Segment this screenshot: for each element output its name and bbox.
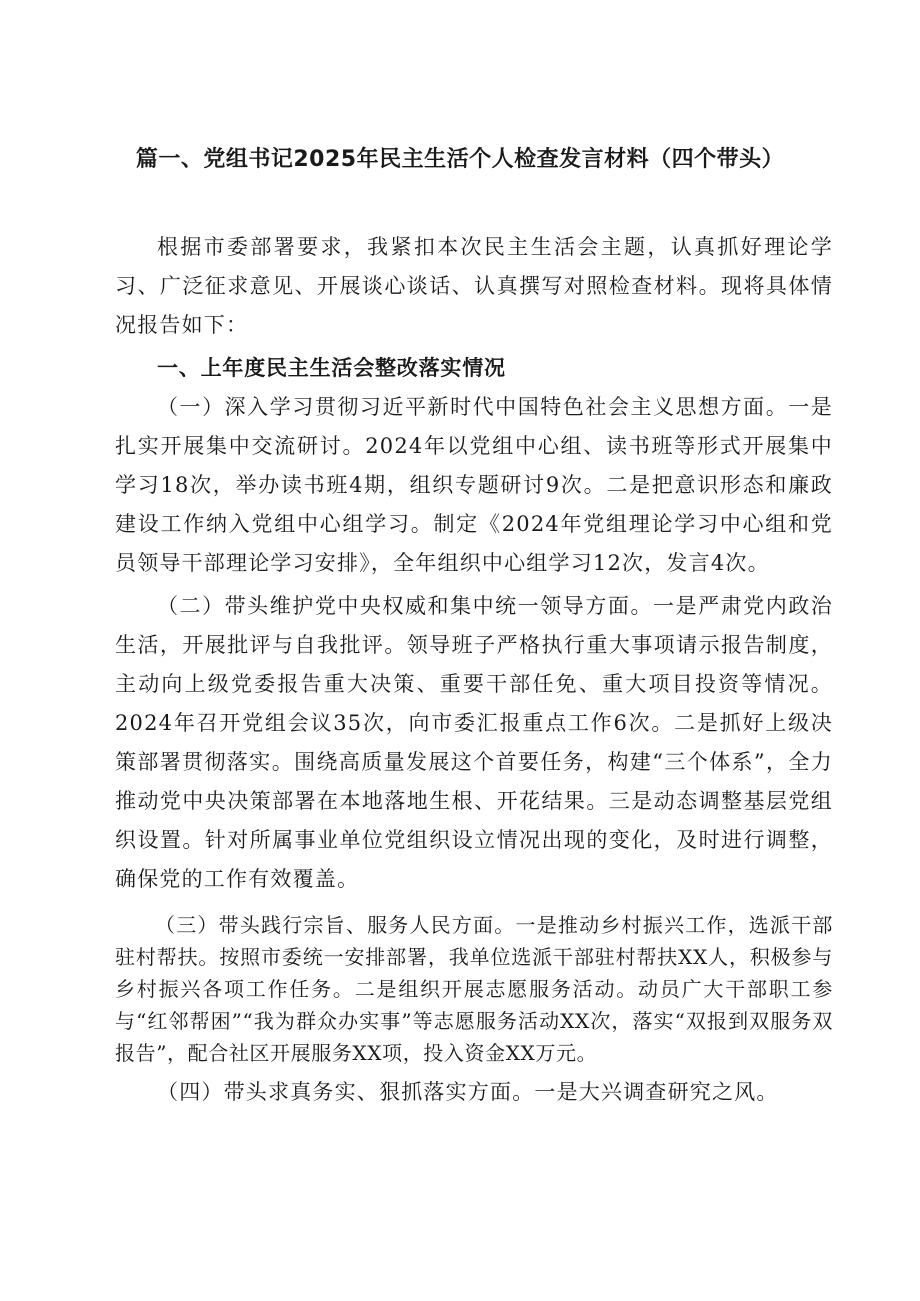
document-body [115,228,833,1112]
paragraph-1: （一）深入学习贯彻习近平新时代中国特色社会主义思想方面。一是扎实开展集中交流研讨。2024年以党组中心组、读书班等形式开展集中学习18次，举办读书班4期，组织专题研讨9次。二是把意识形态和廉政建设工作纳入党组中心组学习。制定《2024年党组理论学习中心组和党员领导干部理论学习安排》，全年组织中心组学习12次，发言4次。 [115,395,833,575]
section-heading: 一、上年度民主生活会整改落实情况 [157,356,506,380]
paragraph-2: （二）带头维护党中央权威和集中统一领导方面。一是严肃党内政治生活，开展批评与自我批评。领导班子严格执行重大事项请示报告制度，主动向上级党委报告重大决策、重要干部任免、重大项目投资等情况。2024年召开党组会议35次，向市委汇报重点工作6次。二是抓好上级决策部署贯彻落实。围绕高质量发展这个首要任务，构建“三个体系”，全力推动党中央决策部署在本地落地生根、开花结果。三是动态调整基层党组织设置。针对所属事业单位党组织设立情况出现的变化，及时进行调整，确保党的工作有效覆盖。 [115,594,833,891]
paragraph-3: （三）带头践行宗旨、服务人民方面。一是推动乡村振兴工作，选派干部驻村帮扶。按照市委统一安排部署，我单位选派干部驻村帮扶XX人，积极参与乡村振兴各项工作任务。二是组织开展志愿服务活动。动员广大干部职工参与“红邻帮困”“我为群众办实事”等志愿服务活动XX次，落实“双报到双服务双报告”，配合社区开展服务XX项，投入资金XX万元。 [115,913,833,1065]
intro-paragraph: 根据市委部署要求，我紧扣本次民主生活会主题，认真抓好理论学习、广泛征求意见、开展谈心谈话、认真撰写对照检查材料。现将具体情况报告如下： [115,235,833,337]
document-title: 篇一、党组书记2025年民主生活个人检查发言材料（四个带头） [135,147,785,172]
paragraph-4: （四）带头求真务实、狠抓落实方面。一是大兴调查研究之风。 [157,1080,779,1104]
